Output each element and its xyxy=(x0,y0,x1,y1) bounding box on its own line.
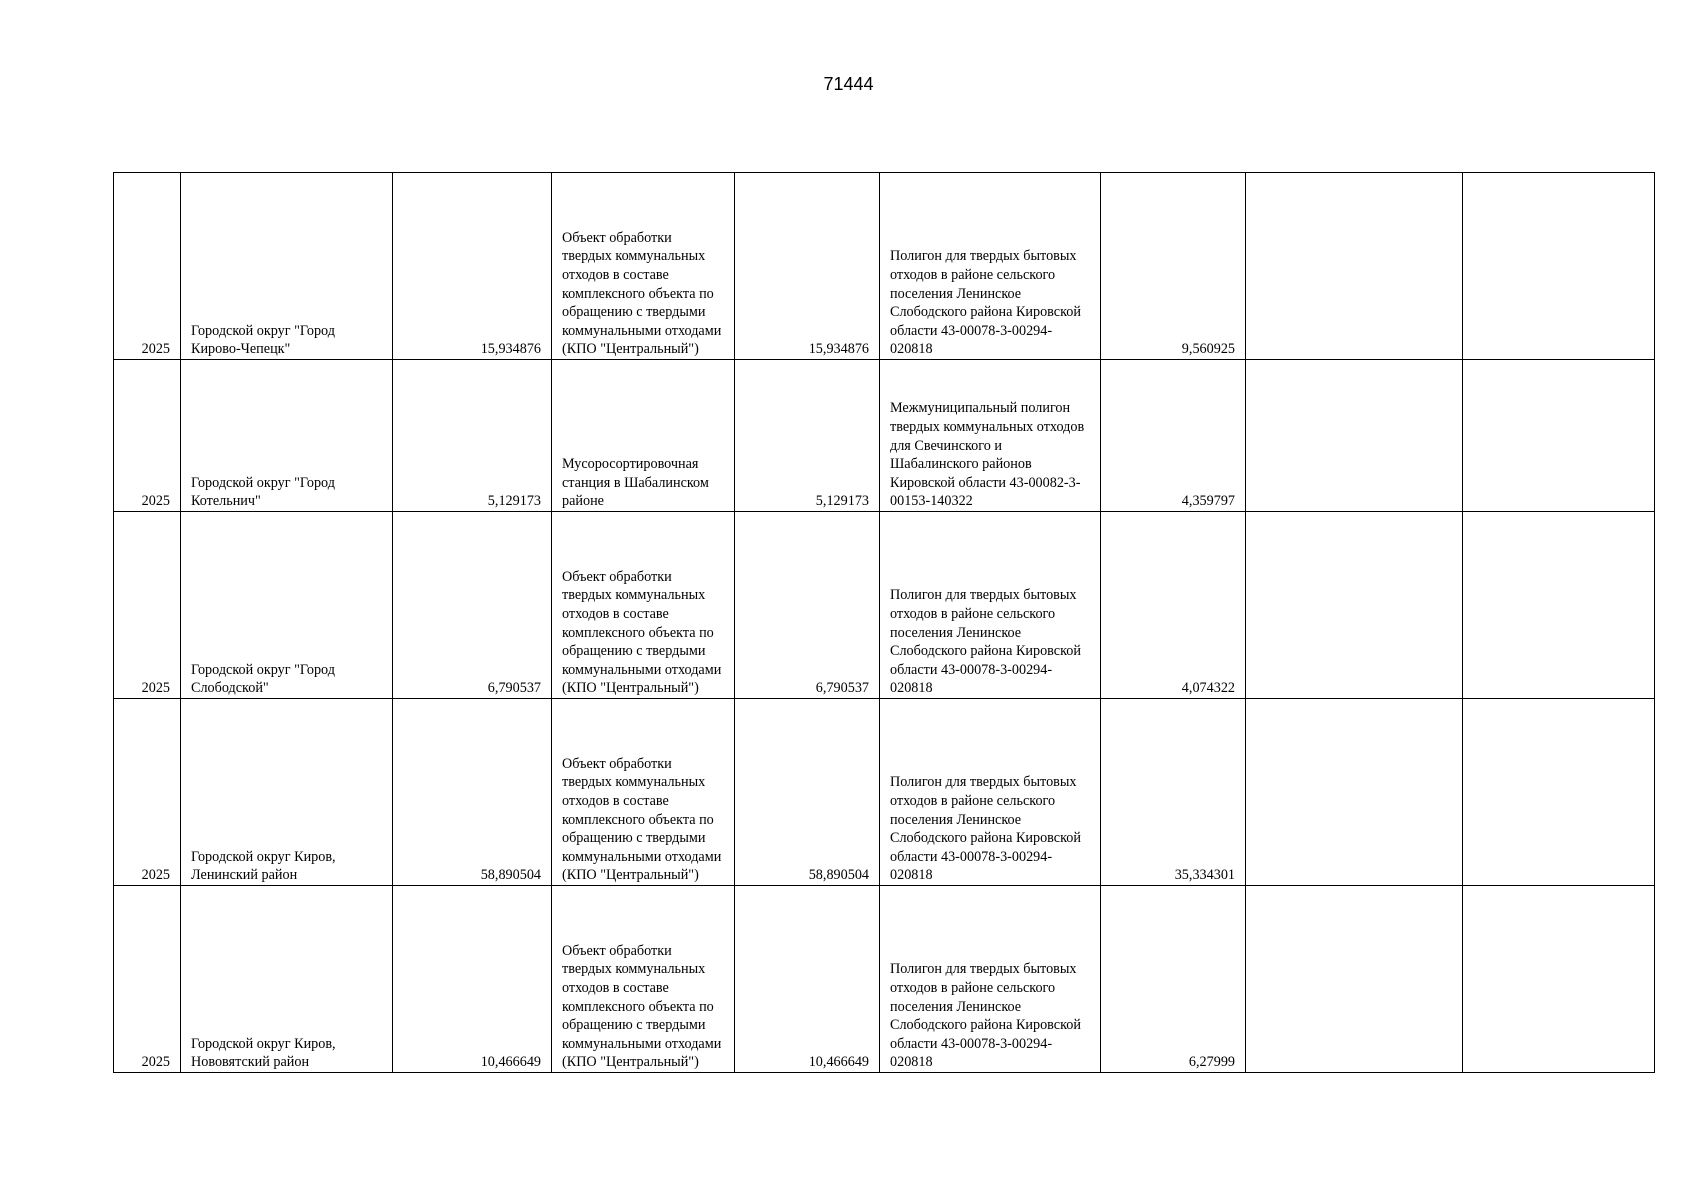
year-cell: 2025 xyxy=(114,173,181,360)
disposal-volume-cell: 4,074322 xyxy=(1101,512,1246,699)
volume-cell: 10,466649 xyxy=(393,886,552,1073)
year-cell: 2025 xyxy=(114,512,181,699)
municipality-cell: Городской округ "Город Кирово-Чепецк" xyxy=(181,173,393,360)
facility-volume-cell: 5,129173 xyxy=(735,360,880,512)
empty-cell xyxy=(1246,173,1463,360)
year-cell: 2025 xyxy=(114,699,181,886)
facility-volume-cell: 58,890504 xyxy=(735,699,880,886)
volume-cell: 6,790537 xyxy=(393,512,552,699)
table-row xyxy=(114,360,1655,512)
table-row xyxy=(114,886,1655,1073)
empty-cell xyxy=(1246,886,1463,1073)
facility-cell: Объект обработки твердых коммунальных отходов в составе комплексного объекта по обращению с твердыми коммунальными отходами (КПО "Центральный") xyxy=(552,699,735,886)
empty-cell xyxy=(1463,886,1655,1073)
volume-cell: 5,129173 xyxy=(393,360,552,512)
empty-cell xyxy=(1246,699,1463,886)
facility-volume-cell: 10,466649 xyxy=(735,886,880,1073)
facility-volume-cell: 15,934876 xyxy=(735,173,880,360)
empty-cell xyxy=(1463,699,1655,886)
empty-cell xyxy=(1463,173,1655,360)
year-cell: 2025 xyxy=(114,886,181,1073)
disposal-cell: Полигон для твердых бытовых отходов в районе сельского поселения Ленинское Слободского района Кировской области 43-00078-3-00294-020818 xyxy=(880,886,1101,1073)
waste-flow-table xyxy=(113,172,1655,1073)
disposal-volume-cell: 4,359797 xyxy=(1101,360,1246,512)
table-row xyxy=(114,512,1655,699)
disposal-volume-cell: 6,27999 xyxy=(1101,886,1246,1073)
table-row xyxy=(114,699,1655,886)
facility-cell: Объект обработки твердых коммунальных отходов в составе комплексного объекта по обращению с твердыми коммунальными отходами (КПО "Центральный") xyxy=(552,886,735,1073)
facility-cell: Объект обработки твердых коммунальных отходов в составе комплексного объекта по обращению с твердыми коммунальными отходами (КПО "Центральный") xyxy=(552,173,735,360)
page-number: 71444 xyxy=(823,74,874,94)
disposal-cell: Полигон для твердых бытовых отходов в районе сельского поселения Ленинское Слободского района Кировской области 43-00078-3-00294-020818 xyxy=(880,512,1101,699)
disposal-volume-cell: 9,560925 xyxy=(1101,173,1246,360)
year-cell: 2025 xyxy=(114,360,181,512)
empty-cell xyxy=(1246,360,1463,512)
municipality-cell: Городской округ Киров, Нововятский район xyxy=(181,886,393,1073)
empty-cell xyxy=(1463,360,1655,512)
disposal-cell: Межмуниципальный полигон твердых коммунальных отходов для Свечинского и Шабалинского районов Кировской области 43-00082-3-00153-140322 xyxy=(880,360,1101,512)
disposal-volume-cell: 35,334301 xyxy=(1101,699,1246,886)
facility-cell: Мусоросортировочная станция в Шабалинском районе xyxy=(552,360,735,512)
empty-cell xyxy=(1463,512,1655,699)
municipality-cell: Городской округ "Город Котельнич" xyxy=(181,360,393,512)
empty-cell xyxy=(1246,512,1463,699)
volume-cell: 15,934876 xyxy=(393,173,552,360)
facility-cell: Объект обработки твердых коммунальных отходов в составе комплексного объекта по обращению с твердыми коммунальными отходами (КПО "Центральный") xyxy=(552,512,735,699)
disposal-cell: Полигон для твердых бытовых отходов в районе сельского поселения Ленинское Слободского района Кировской области 43-00078-3-00294-020818 xyxy=(880,699,1101,886)
facility-volume-cell: 6,790537 xyxy=(735,512,880,699)
disposal-cell: Полигон для твердых бытовых отходов в районе сельского поселения Ленинское Слободского района Кировской области 43-00078-3-00294-020818 xyxy=(880,173,1101,360)
volume-cell: 58,890504 xyxy=(393,699,552,886)
municipality-cell: Городской округ "Город Слободской" xyxy=(181,512,393,699)
table-row xyxy=(114,173,1655,360)
municipality-cell: Городской округ Киров, Ленинский район xyxy=(181,699,393,886)
